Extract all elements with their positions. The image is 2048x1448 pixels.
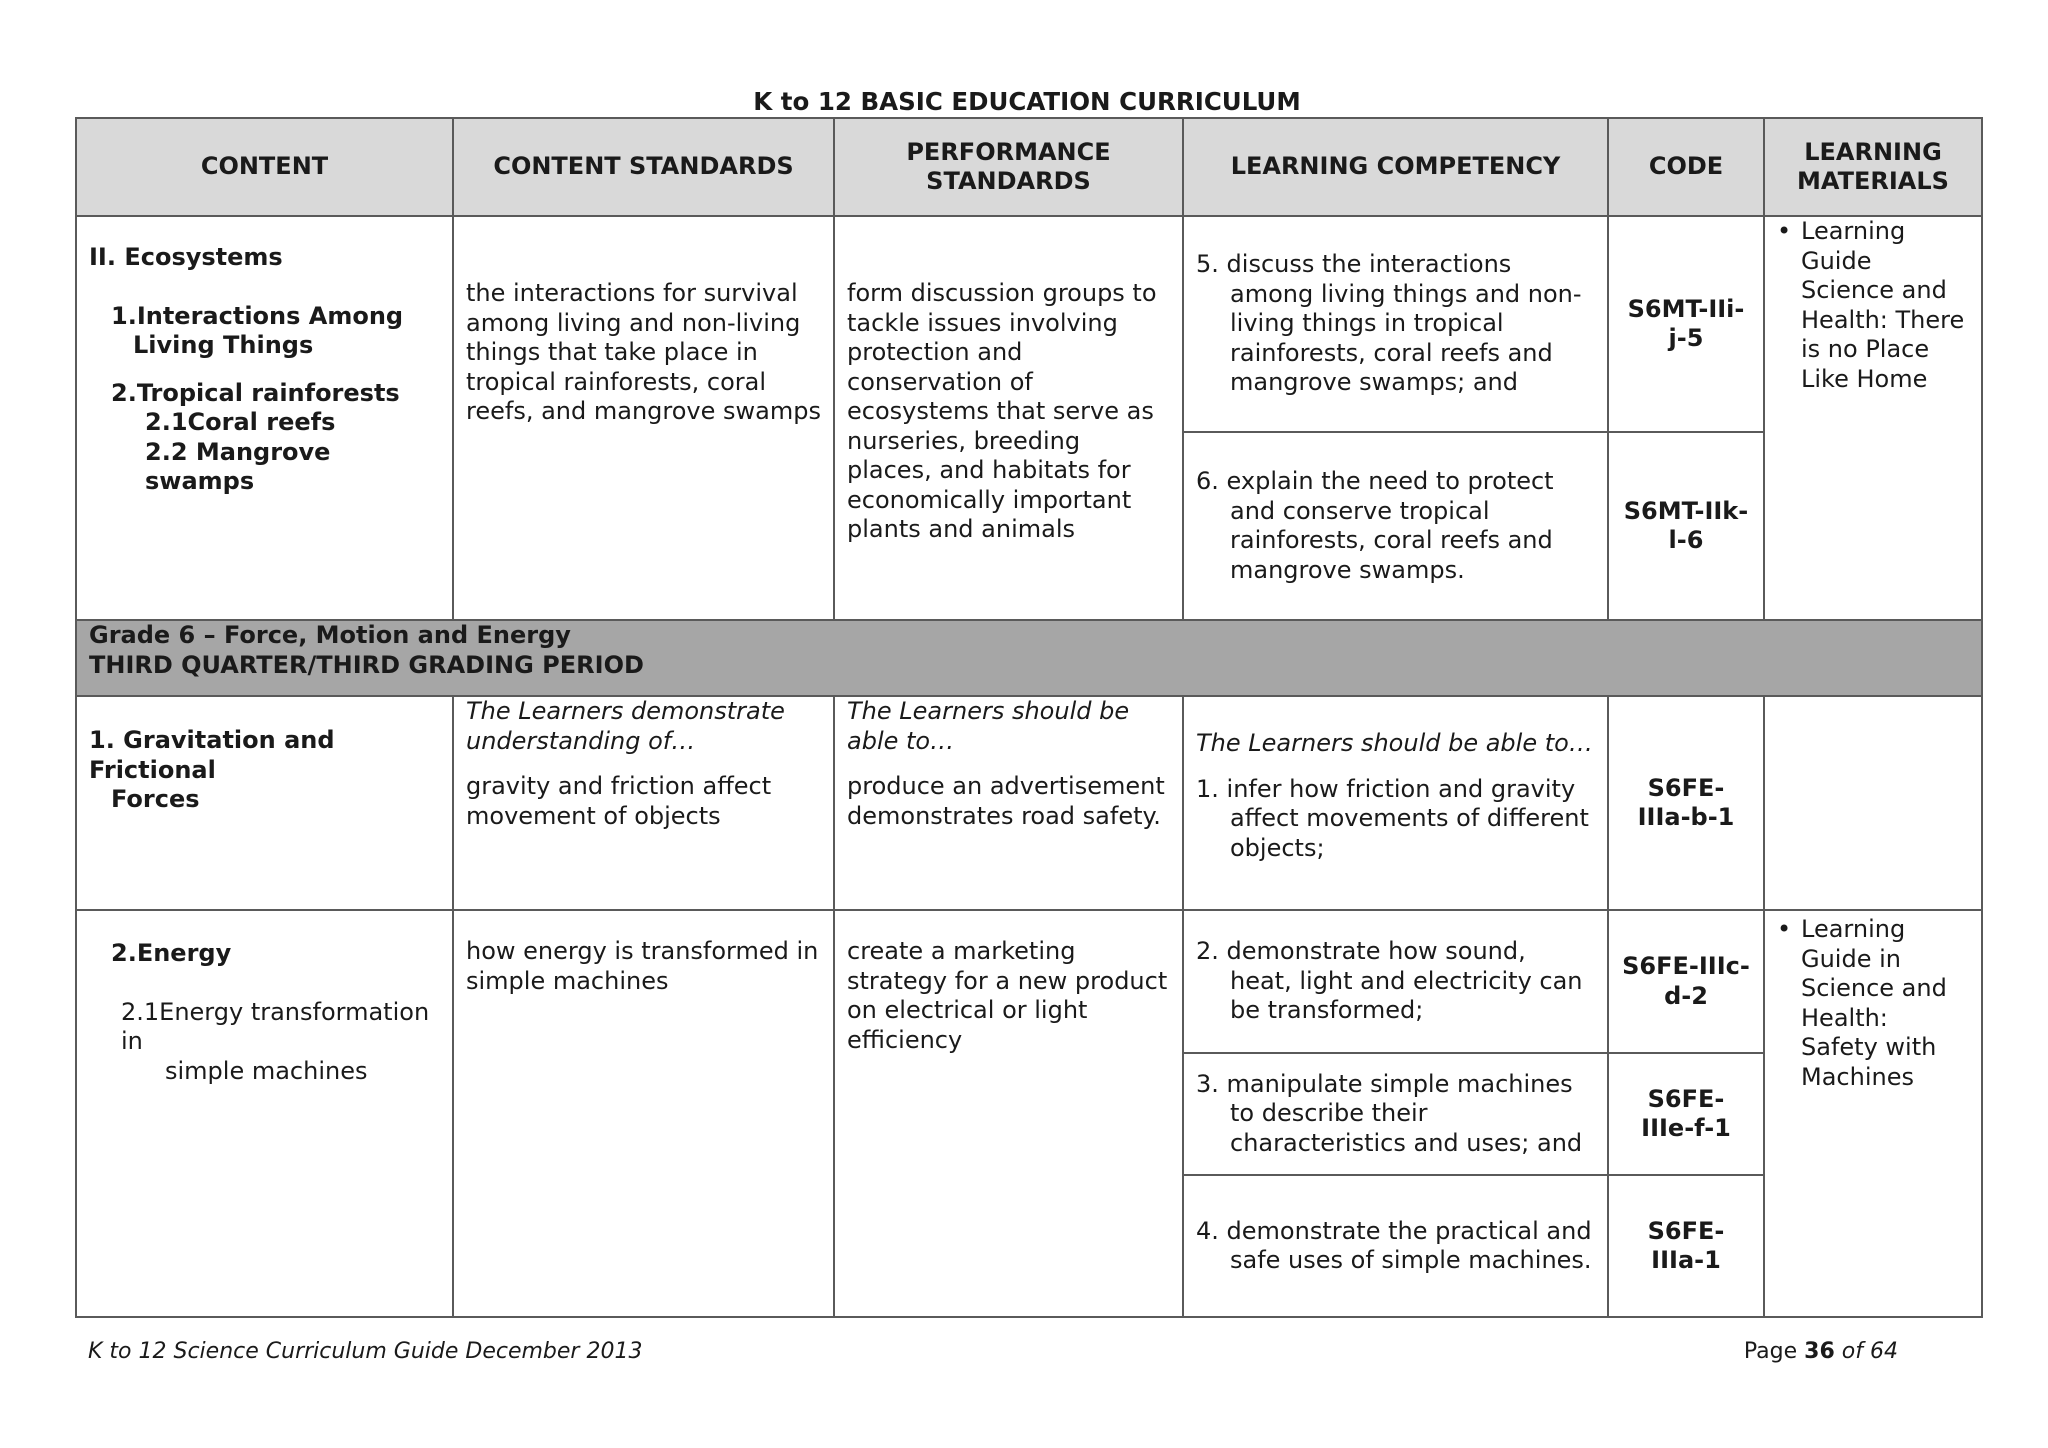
- content-topic-mangrove: 2.2 Mangrove swamps: [145, 437, 331, 495]
- code-4-line2: IIIa-1: [1651, 1246, 1721, 1274]
- cell-code-6: [1608, 432, 1764, 620]
- header-learning-competency: LEARNING COMPETENCY: [1183, 118, 1608, 216]
- materials-ecosystems-text: Learning Guide Science and Health: There is no Place Like Home: [1801, 217, 1965, 393]
- table-row-gravitation: [76, 696, 1982, 910]
- cell-performance-standard-gravitation: [834, 696, 1183, 910]
- header-performance-line1: PERFORMANCE: [906, 137, 1111, 166]
- cell-content-standard-gravitation: [453, 696, 834, 910]
- header-materials-line2: MATERIALS: [1797, 167, 1949, 195]
- bullet-icon: •: [1777, 915, 1792, 943]
- header-performance-line2: STANDARDS: [926, 167, 1091, 195]
- cell-code-3: [1608, 1053, 1764, 1175]
- competency-6-number: 6.: [1196, 467, 1219, 495]
- code-5-line2: j-5: [1668, 324, 1704, 352]
- cell-materials-energy: [1764, 910, 1982, 1317]
- cell-materials-gravitation: [1764, 696, 1982, 910]
- code-2-line2: d-2: [1664, 981, 1708, 1010]
- competency-2-number: 2.: [1196, 937, 1219, 966]
- cell-competency-5: [1183, 216, 1608, 432]
- learning-competency-intro: The Learners should be able to…: [1196, 729, 1593, 757]
- table-row-energy-a: [76, 910, 1982, 1053]
- cell-code-2: [1608, 910, 1764, 1053]
- performance-standard-intro: The Learners should be able to…: [847, 697, 1130, 755]
- footer-page-total: of 64: [1841, 1339, 1898, 1364]
- competency-5-text: discuss the interactions among living things and non-living things in tropical rainforests, coral reefs and mangrove swamps; and: [1226, 250, 1582, 397]
- cell-performance-standard-energy: create a marketing strategy for a new product on electrical or light efficiency: [834, 910, 1183, 1317]
- header-learning-materials: [1764, 118, 1982, 216]
- materials-energy-text: Learning Guide in Science and Health: Safety with Machines: [1801, 915, 1947, 1091]
- header-content: CONTENT: [76, 118, 453, 216]
- materials-ecosystems-item: [1777, 217, 1969, 394]
- cell-materials-ecosystems: [1764, 216, 1982, 620]
- competency-3-number: 3.: [1196, 1069, 1219, 1098]
- document-title: K to 12 BASIC EDUCATION CURRICULUM: [753, 87, 1301, 116]
- footer-page-current: 36: [1804, 1339, 1835, 1364]
- footer-guide-title: K to 12 Science Curriculum Guide December 2013: [88, 1339, 643, 1364]
- cell-code-4: [1608, 1175, 1764, 1317]
- competency-3-text: manipulate simple machines to describe their characteristics and uses; and: [1226, 1069, 1583, 1157]
- grade-band-period: THIRD QUARTER/THIRD GRADING PERIOD: [89, 650, 644, 679]
- materials-energy-item: [1777, 915, 1969, 1092]
- curriculum-table: [75, 117, 1983, 1318]
- content-energy-subtopic: 2.1Energy transformation in: [121, 997, 430, 1055]
- content-standard-intro: The Learners demonstrate understanding of…: [466, 697, 785, 755]
- competency-4-text: demonstrate the practical and safe uses of simple machines.: [1226, 1216, 1592, 1274]
- header-code: CODE: [1608, 118, 1764, 216]
- header-performance-standards: [834, 118, 1183, 216]
- competency-2-text: demonstrate how sound, heat, light and electricity can be transformed;: [1226, 937, 1583, 1025]
- competency-1-number: 1.: [1196, 774, 1219, 803]
- code-3-line1: S6FE-: [1647, 1084, 1725, 1113]
- code-6-line2: l-6: [1668, 526, 1704, 554]
- content-topic-interactions: 1.Interactions Among: [111, 301, 404, 330]
- cell-competency-4: [1183, 1175, 1608, 1317]
- content-energy-title: 2.Energy: [111, 939, 232, 967]
- bullet-icon: •: [1777, 217, 1792, 245]
- footer-page-word: Page: [1743, 1339, 1798, 1364]
- content-topic-rainforests: 2.Tropical rainforests: [111, 378, 400, 407]
- cell-competency-6: [1183, 432, 1608, 620]
- cell-code-5: [1608, 216, 1764, 432]
- competency-5-number: 5.: [1196, 250, 1219, 279]
- cell-content-ecosystems: [76, 216, 453, 620]
- code-4-line1: S6FE-: [1647, 1216, 1725, 1245]
- code-5-line1: S6MT-IIi-: [1627, 294, 1745, 323]
- header-materials-line1: LEARNING: [1804, 137, 1942, 166]
- cell-content-standard-energy: how energy is transformed in simple machines: [453, 910, 834, 1317]
- cell-content-standard-ecosystems: the interactions for survival among living and non-living things that take place in tropical rainforests, coral reefs, and mangrove swamps: [453, 216, 834, 620]
- content-gravitation-title: 1. Gravitation and Frictional: [89, 726, 335, 784]
- code-6-line1: S6MT-IIk-: [1623, 496, 1749, 525]
- header-content-standards: CONTENT STANDARDS: [453, 118, 834, 216]
- cell-performance-standard-ecosystems: form discussion groups to tackle issues involving protection and conservation of ecosystems that serve as nurseries, breeding places, and habitats for economically important plants and animals: [834, 216, 1183, 620]
- cell-competency-3: [1183, 1053, 1608, 1175]
- code-1-line2: IIIa-b-1: [1637, 803, 1735, 831]
- header-row: [76, 118, 1982, 216]
- grade-band-row: [76, 620, 1982, 696]
- cell-content-gravitation: [76, 696, 453, 910]
- cell-code-1: [1608, 696, 1764, 910]
- competency-4-number: 4.: [1196, 1216, 1219, 1245]
- content-gravitation-title-line2: Forces: [111, 785, 200, 813]
- cell-content-energy: [76, 910, 453, 1317]
- footer-page-number: [1744, 1339, 1898, 1364]
- content-energy-subtopic-line2: simple machines: [165, 1056, 368, 1085]
- table-row-ecosystems-a: [76, 216, 1982, 432]
- cell-competency-2: [1183, 910, 1608, 1053]
- content-ecosystems-title: II. Ecosystems: [89, 243, 283, 271]
- cell-competency-1: [1183, 696, 1608, 910]
- content-topic-coral-reefs: 2.1Coral reefs: [145, 408, 336, 436]
- competency-1-text: infer how friction and gravity affect movements of different objects;: [1226, 774, 1589, 862]
- cell-grade-band: [76, 620, 1982, 696]
- performance-standard-gravitation-text: produce an advertisement demonstrates road safety.: [847, 772, 1165, 830]
- code-3-line2: IIIe-f-1: [1641, 1114, 1731, 1142]
- content-standard-gravitation-text: gravity and friction affect movement of objects: [466, 772, 772, 830]
- code-2-line1: S6FE-IIIc-: [1622, 952, 1750, 980]
- competency-6-text: explain the need to protect and conserve tropical rainforests, coral reefs and mangrove swamps.: [1226, 467, 1554, 584]
- grade-band-title: Grade 6 – Force, Motion and Energy: [89, 621, 571, 649]
- content-topic-interactions-line2: Living Things: [133, 331, 314, 359]
- code-1-line1: S6FE-: [1647, 773, 1725, 802]
